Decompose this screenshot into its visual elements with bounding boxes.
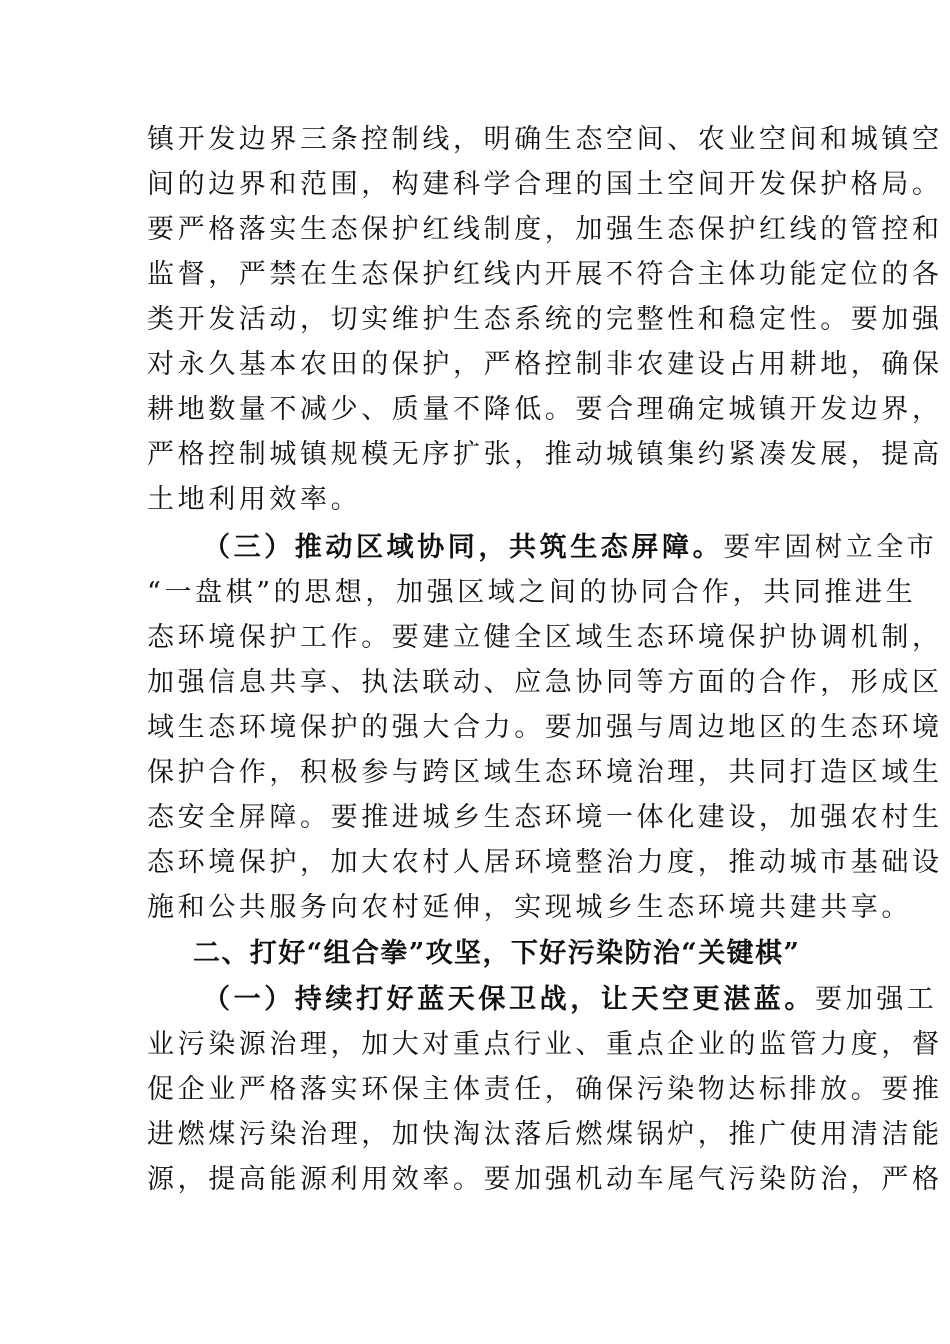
text-line: 严格控制城镇规模无序扩张，推动城镇集约紧凑发展，提高 — [147, 439, 943, 470]
text-line: 保护合作，积极参与跨区域生态环境治理，共同打造区域生 — [147, 757, 943, 788]
text-line: 进燃煤污染治理，加快淘汰落后燃煤锅炉，推广使用清洁能 — [147, 1119, 943, 1150]
text-line: 态环境保护，加大农村人居环境整治力度，推动城市基础设 — [147, 847, 943, 878]
text-line: 加强信息共享、执法联动、应急协同等方面的合作，形成区 — [147, 667, 943, 698]
text-line: 耕地数量不减少、质量不降低。要合理确定城镇开发边界， — [147, 394, 943, 425]
section-3-first-text: 要牢固树立全市 — [723, 532, 938, 563]
text-line: 要严格落实生态保护红线制度，加强生态保护红线的管控和 — [147, 214, 943, 245]
text-line: 镇开发边界三条控制线，明确生态空间、农业空间和城镇空 — [147, 124, 943, 155]
text-line: “一盘棋”的思想，加强区域之间的协同合作，共同推进生 — [147, 577, 917, 608]
text-line: 源，提高能源利用效率。要加强机动车尾气污染防治，严格 — [147, 1164, 943, 1195]
section-3-first-line — [203, 526, 937, 570]
section-1-first-line — [203, 978, 937, 1022]
section-3-heading: （三）推动区域协同，共筑生态屏障。 — [203, 532, 724, 563]
text-line: 对永久基本农田的保护，严格控制非农建设占用耕地，确保 — [147, 349, 943, 380]
chapter-heading: 二、打好“组合拳”攻坚，下好污染防治“关键棋” — [193, 938, 801, 969]
text-line: 业污染源治理，加大对重点行业、重点企业的监管力度，督 — [147, 1029, 943, 1060]
section-1-first-text: 要加强工 — [815, 984, 938, 1015]
text-line: 态安全屏障。要推进城乡生态环境一体化建设，加强农村生 — [147, 802, 943, 833]
section-1-heading: （一）持续打好蓝天保卫战，让天空更湛蓝。 — [203, 984, 815, 1015]
text-line: 类开发活动，切实维护生态系统的完整性和稳定性。要加强 — [147, 304, 943, 335]
text-line: 态环境保护工作。要建立健全区域生态环境保护协调机制， — [147, 622, 943, 653]
text-line: 促企业严格落实环保主体责任，确保污染物达标排放。要推 — [147, 1074, 943, 1105]
text-line: 土地利用效率。 — [147, 484, 362, 515]
text-line: 间的边界和范围，构建科学合理的国土空间开发保护格局。 — [147, 169, 943, 200]
text-line: 监督，严禁在生态保护红线内开展不符合主体功能定位的各 — [147, 259, 943, 290]
text-line: 施和公共服务向农村延伸，实现城乡生态环境共建共享。 — [147, 892, 912, 923]
text-line: 域生态环境保护的强大合力。要加强与周边地区的生态环境 — [147, 712, 943, 743]
